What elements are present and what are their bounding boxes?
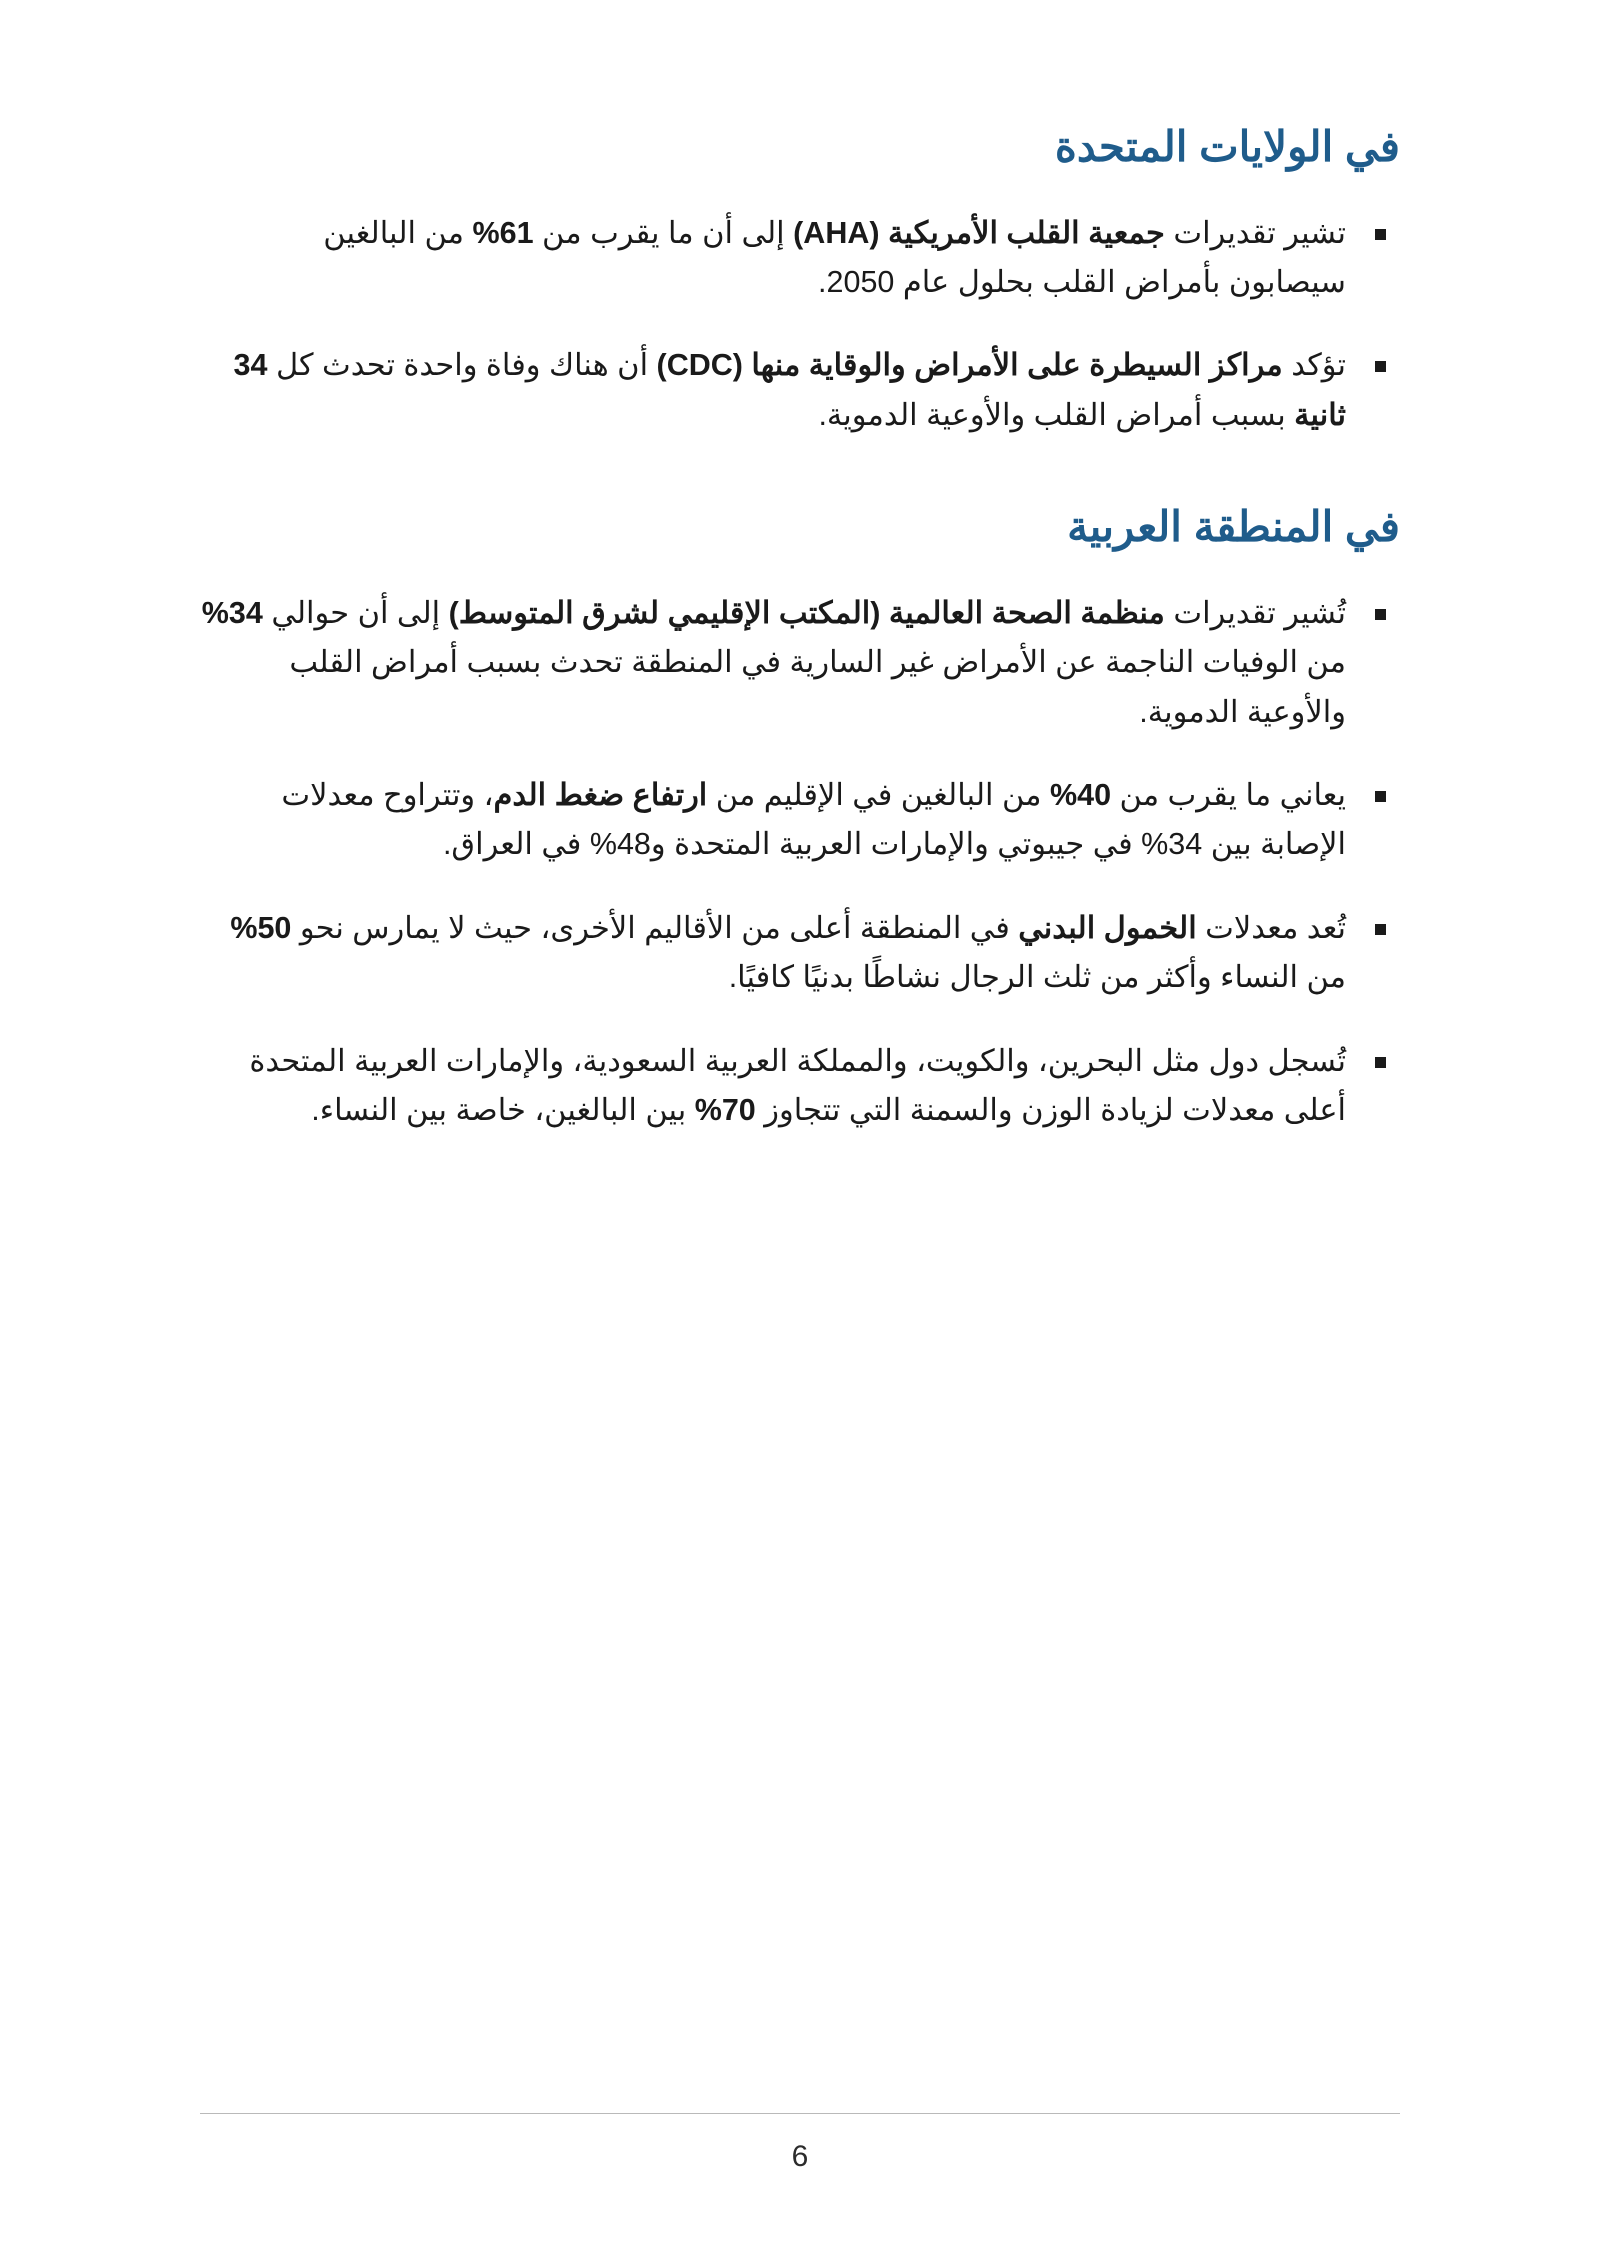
list-item (200, 904, 1400, 1003)
list-item-text: تُشير تقديرات منظمة الصحة العالمية (المكتب الإقليمي لشرق المتوسط) إلى أن حوالي 34% من الوفيات الناجمة عن الأمراض غير السارية في المنطقة تحدث بسبب أمراض القلب والأوعية الدموية. (201, 595, 1346, 729)
list-item (200, 341, 1400, 440)
page-content (200, 120, 1400, 1135)
bullet-marker-icon (1375, 361, 1386, 372)
footer-divider (200, 2113, 1400, 2114)
section-heading-arab-region: في المنطقة العربية (1067, 503, 1400, 551)
page-number: 6 (791, 2140, 809, 2173)
bullet-marker-icon (1375, 609, 1386, 620)
list-item (200, 209, 1400, 308)
list-item-text: تشير تقديرات جمعية القلب الأمريكية (AHA) إلى أن ما يقرب من 61% من البالغين سيصابون بأمراض القلب بحلول عام 2050. (323, 215, 1346, 299)
bullet-marker-icon (1375, 1057, 1386, 1068)
list-item (200, 589, 1400, 737)
list-item-text: تُسجل دول مثل البحرين، والكويت، والمملكة العربية السعودية، والإمارات العربية المتحدة أعلى معدلات لزيادة الوزن والسمنة التي تتجاوز 70% بين البالغين، خاصة بين النساء. (249, 1043, 1346, 1128)
bullet-list-united-states (200, 209, 1400, 441)
list-item (200, 1037, 1400, 1136)
list-item (200, 771, 1400, 870)
bullet-marker-icon (1375, 791, 1386, 802)
bullet-list-arab-region (200, 589, 1400, 1136)
list-item-text: تؤكد مراكز السيطرة على الأمراض والوقاية منها (CDC) أن هناك وفاة واحدة تحدث كل 34 ثانية بسبب أمراض القلب والأوعية الدموية. (233, 348, 1346, 432)
section-heading-united-states: في الولايات المتحدة (1054, 123, 1400, 170)
bullet-marker-icon (1375, 229, 1386, 240)
bullet-marker-icon (1375, 924, 1386, 935)
list-item-text: تُعد معدلات الخمول البدني في المنطقة أعلى من الأقاليم الأخرى، حيث لا يمارس نحو 50% من النساء وأكثر من ثلث الرجال نشاطًا بدنيًا كافيًا. (230, 910, 1346, 995)
list-item-text: يعاني ما يقرب من 40% من البالغين في الإقليم من ارتفاع ضغط الدم، وتتراوح معدلات الإصابة بين 34% في جيبوتي والإمارات العربية المتحدة و48% في العراق. (281, 778, 1346, 862)
